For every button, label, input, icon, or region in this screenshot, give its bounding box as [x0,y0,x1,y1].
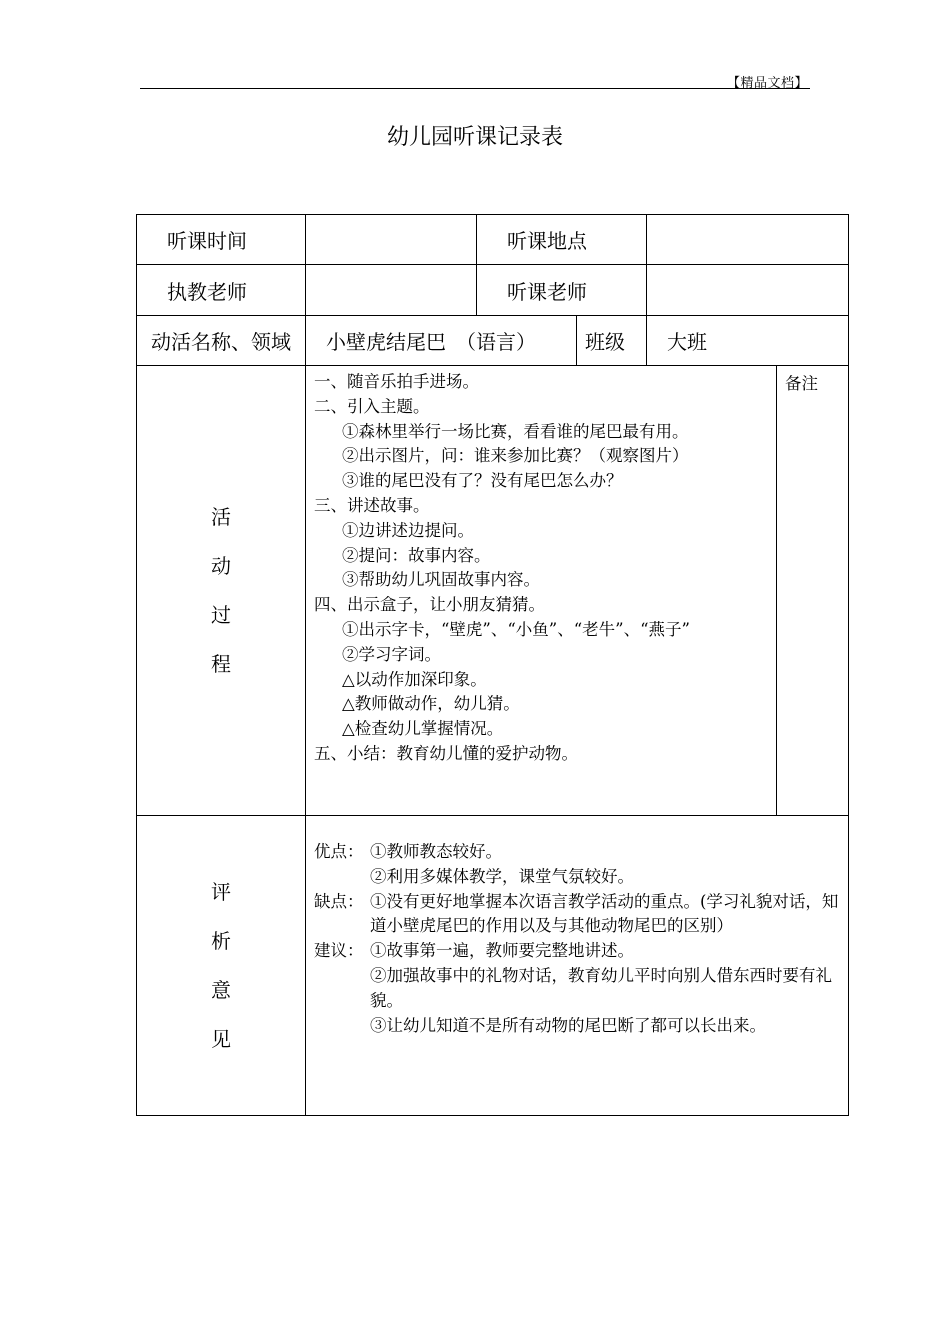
activity-label: 动活名称、领域 [136,315,306,366]
evaluation-label-char: 析 [211,928,231,953]
process-line: 四、出示盒子，让小朋友猜猜。 [314,595,545,615]
evaluation-key: 建议： [314,941,364,961]
process-line: △检查幼儿掌握情况。 [342,719,504,739]
evaluation-item: ①教师教态较好。 [370,842,502,861]
class-label: 班级 [576,315,647,366]
place-label: 听课地点 [476,214,647,265]
evaluation-item: ②利用多媒体教学，课堂气氛较好。 [370,866,634,886]
process-line: ②提问：故事内容。 [342,545,491,565]
evaluation-label-char: 意 [211,977,231,1002]
header-rule [140,88,810,89]
teacher-value[interactable] [305,264,477,316]
time-label: 听课时间 [136,214,306,265]
process-line: △以动作加深印象。 [342,669,487,689]
evaluation-item: ①没有更好地掌握本次语言教学活动的重点。(学习礼貌对话，知道小壁虎尾巴的作用以及与其他动物尾巴的区别） [370,891,839,936]
process-line: ①边讲述边提问。 [342,520,474,540]
process-line: ①森林里举行一场比赛，看看谁的尾巴最有用。 [342,421,689,441]
evaluation-content [305,815,849,1116]
process-line: 五、小结：教育幼儿懂的爱护动物。 [314,743,578,763]
process-line: ③谁的尾巴没有了？没有尾巴怎么办？ [342,471,623,491]
process-label [136,365,306,816]
process-label-char: 过 [211,602,231,627]
listener-value[interactable] [646,264,849,316]
process-line: ②学习字词。 [342,644,441,664]
process-line: 三、讲述故事。 [314,495,430,515]
activity-value: 小壁虎结尾巴 （语言） [305,315,577,366]
process-line: 二、引入主题。 [314,396,430,416]
evaluation-label-char: 见 [211,1026,231,1051]
remark-cell [776,365,849,816]
record-table [136,214,849,1116]
process-line: 一、随音乐拍手进场。 [314,372,479,391]
evaluation-key: 缺点： [314,891,364,911]
process-line: ②出示图片，问：谁来参加比赛？（观察图片） [342,446,689,466]
time-value[interactable] [305,214,477,265]
teacher-label: 执教老师 [136,264,306,316]
process-label-char: 动 [211,553,231,578]
evaluation-key: 优点： [314,842,364,861]
evaluation-group-cons [314,890,848,940]
process-label-char: 活 [211,504,231,529]
evaluation-item: ①故事第一遍，教师要完整地讲述。 [370,941,634,961]
evaluation-group-suggestions [314,939,848,1038]
process-content [305,365,777,816]
process-line: ③帮助幼儿巩固故事内容。 [342,570,540,590]
process-line: △教师做动作，幼儿猜。 [342,694,520,714]
evaluation-item: ③让幼儿知道不是所有动物的尾巴断了都可以长出来。 [370,1015,766,1035]
evaluation-label-char: 评 [211,879,231,904]
listener-label: 听课老师 [476,264,647,316]
process-line: ①出示字卡，“壁虎”、“小鱼”、“老牛”、“燕子” [342,619,690,639]
process-label-char: 程 [211,651,231,676]
evaluation-group-pros [314,840,848,890]
class-value: 大班 [646,315,849,366]
page-title: 幼儿园听课记录表 [386,125,563,150]
evaluation-label [136,815,306,1116]
place-value[interactable] [646,214,849,265]
remark-label: 备注 [785,374,818,393]
evaluation-item: ②加强故事中的礼物对话，教育幼儿平时向别人借东西时要有礼貌。 [370,965,832,1010]
header-tag: 【精品文档】 [726,76,808,91]
